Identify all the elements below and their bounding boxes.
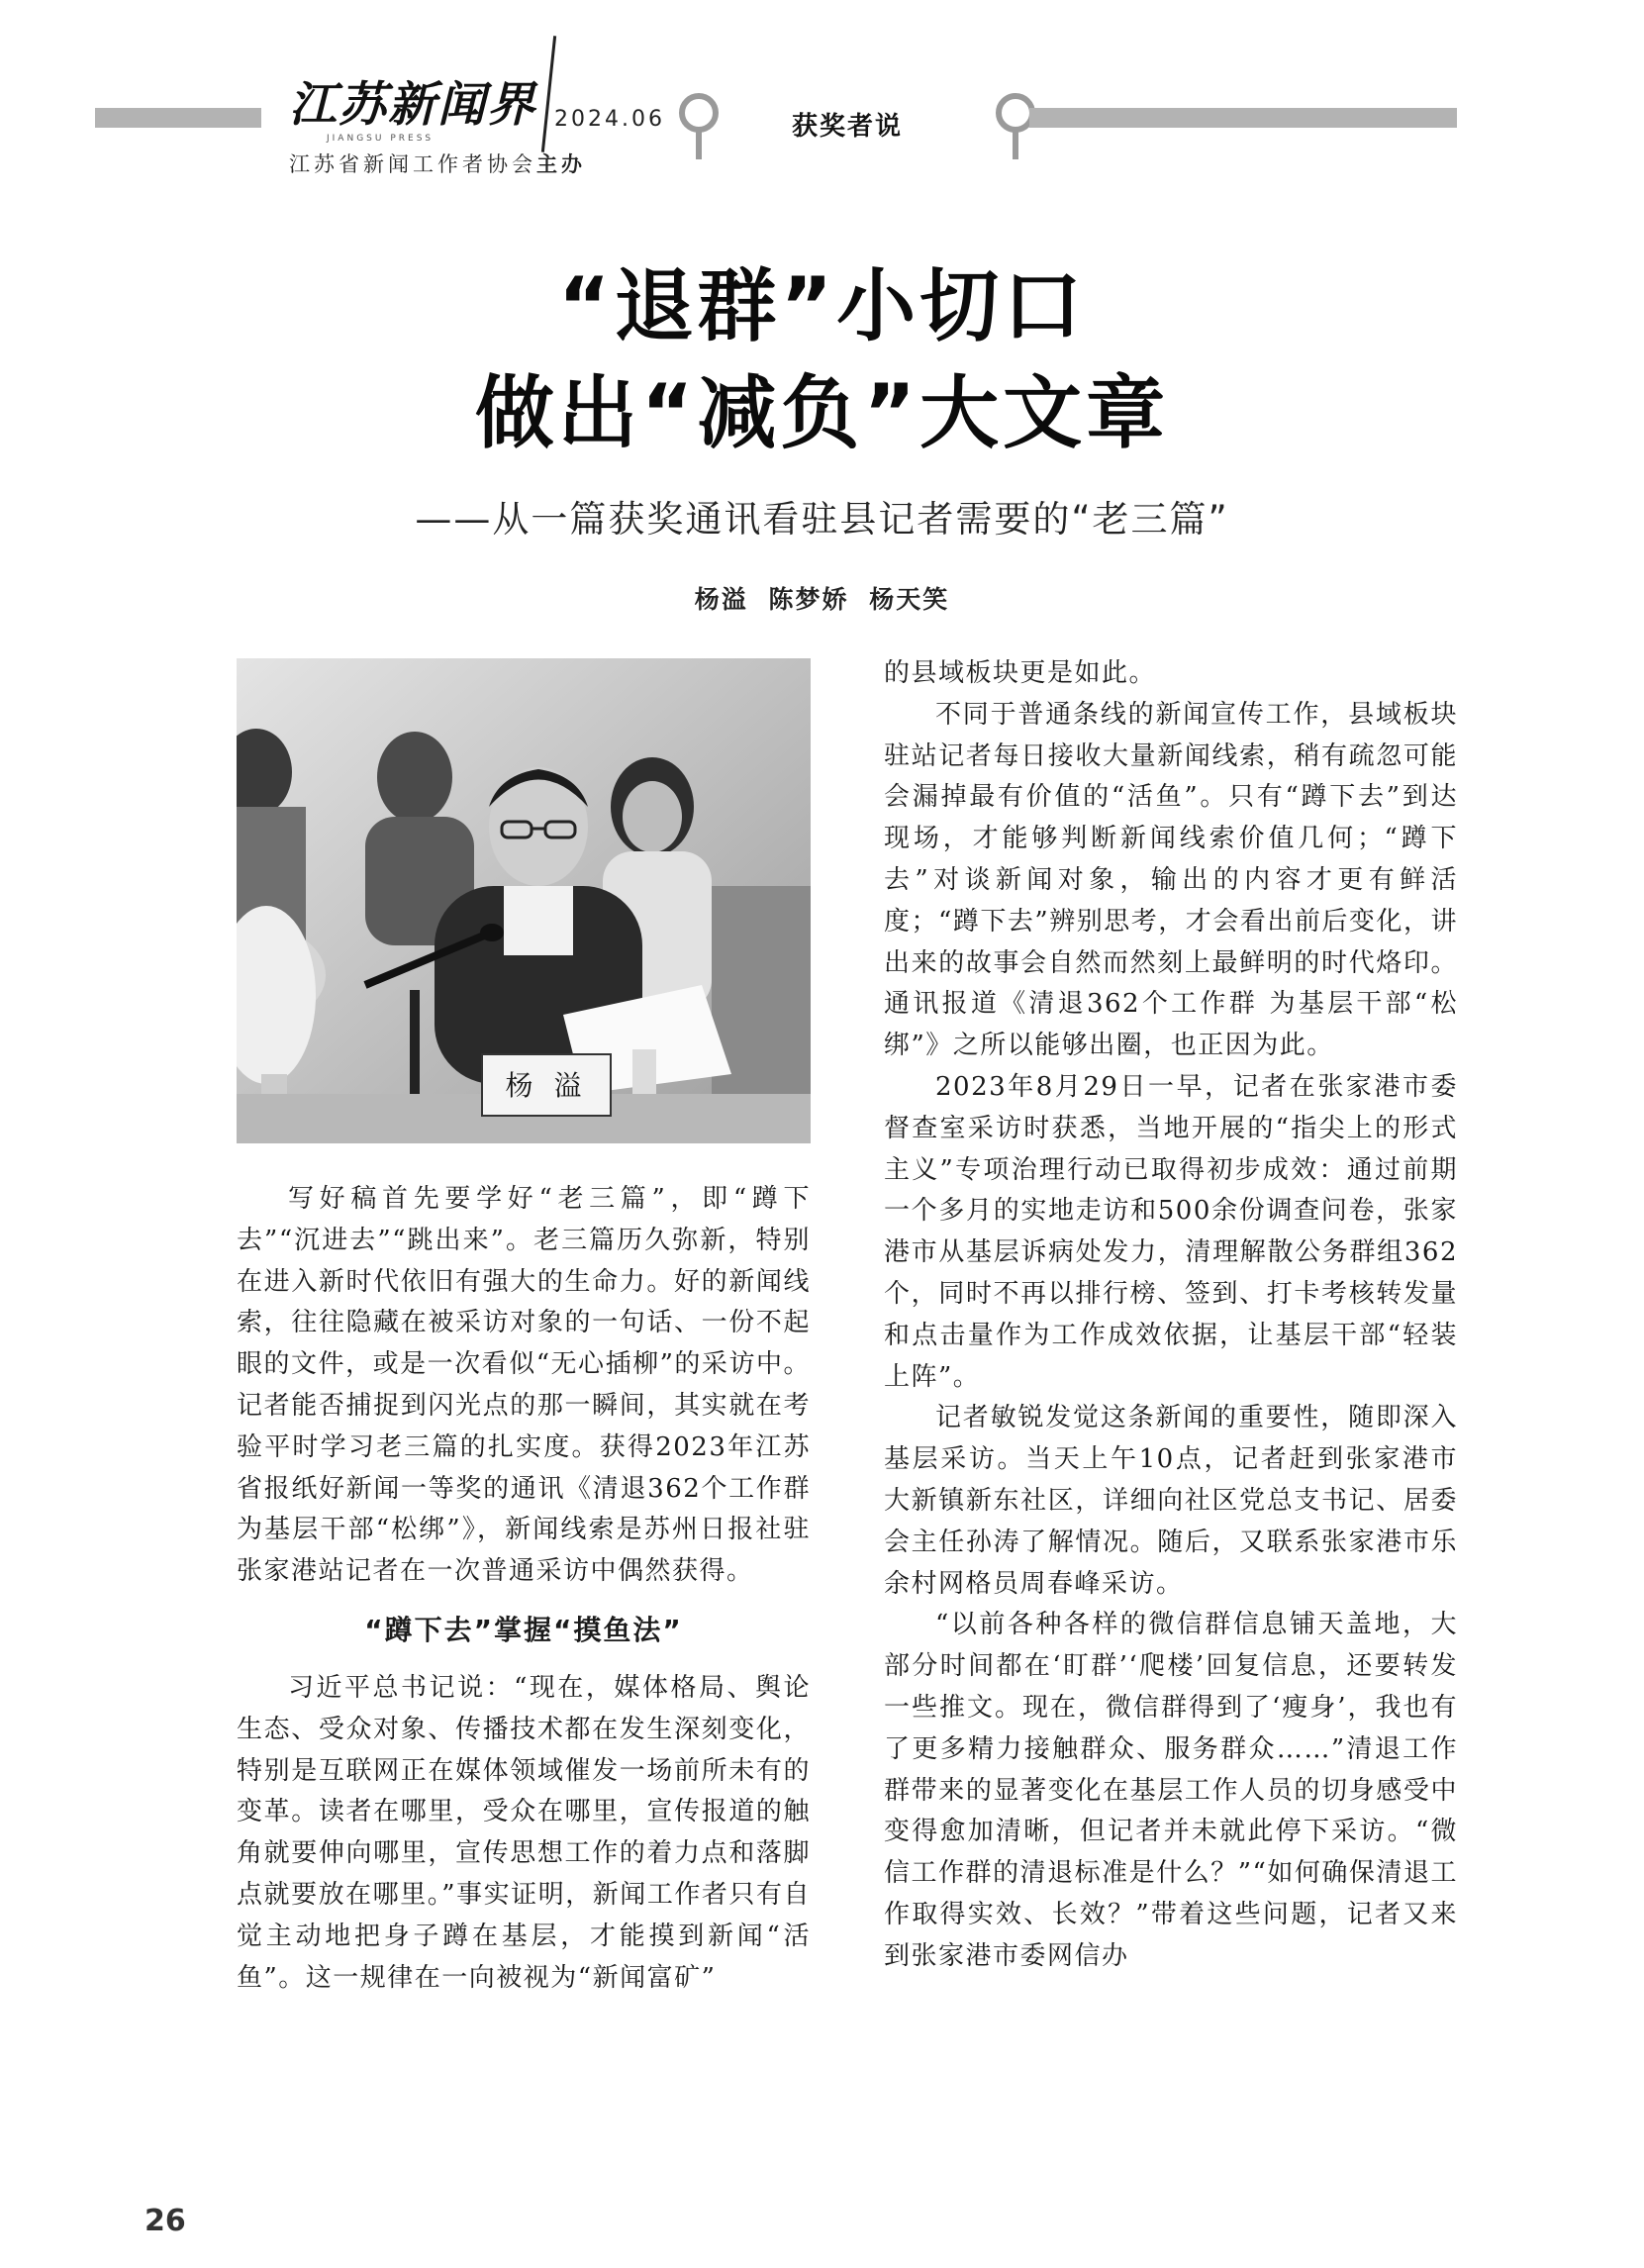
right-paragraph-4: “以前各种各样的微信群信息铺天盖地，大部分时间都在‘盯群’‘爬楼’回复信息，还要转发一些推文。现在，微信群得到了‘瘦身’，我也有了更多精力接触群众、服务群众……”清退工作群带来的显著变化在基层工作人员的切身感受中变得愈加清晰，但记者并未就此停下采访。“微信工作群的清退标准是什么？”“如何确保清退工作取得实效、长效？”带着这些问题，记者又来到张家港市委网信办 — [884, 1610, 1458, 1971]
right-column — [884, 653, 1458, 1978]
left-column — [237, 1179, 811, 1999]
sponsor-suffix: 主办 — [536, 152, 586, 176]
right-paragraph-2: 2023年8月29日一早，记者在张家港市委督查室采访时获悉，当地开展的“指尖上的形式主义”专项治理行动已取得初步成效：通过前期一个多月的实地走访和500余份调查问卷，张家港市从基层诉病处发力，清理解散公务群组362个，同时不再以排行榜、签到、打卡考核转发量和点击量作为工作成效依据，让基层干部“轻装上阵”。 — [884, 1071, 1458, 1392]
header-divider — [541, 36, 556, 152]
right-paragraph-1: 不同于普通条线的新闻宣传工作，县域板块驻站记者每日接收大量新闻线索，稍有疏忽可能会漏掉最有价值的“活鱼”。只有“蹲下去”到达现场，才能够判断新闻线索价值几何；“蹲下去”对谈新闻对象，输出的内容才更有鲜活度；“蹲下去”辨别思考，才会看出前后变化，讲出来的故事会自然而然刻上最鲜明的时代烙印。通讯报道《清退362个工作群 为基层干部“松绑”》之所以能够出圈，也正因为此。 — [884, 699, 1458, 1061]
name-plate-text: 杨 溢 — [505, 1069, 588, 1102]
article-authors: 杨溢 陈梦娇 杨天笑 — [694, 585, 950, 614]
article-subtitle: ——从一篇获奖通讯看驻县记者需要的“老三篇” — [415, 498, 1229, 541]
section-tag: 获奖者说 — [792, 112, 904, 142]
article-photo — [237, 658, 811, 1143]
article-title-line1: “退群”小切口 — [557, 260, 1087, 352]
right-paragraph-3: 记者敏锐发觉这条新闻的重要性，随即深入基层采访。当天上午10点，记者赶到张家港市大新镇新东社区，详细向社区党总支书记、居委会主任孙涛了解情况。随后，又联系张家港市乐余村网格员周春峰采访。 — [884, 1403, 1458, 1599]
issue-date: 2024.06 — [554, 107, 665, 132]
page-number: 26 — [145, 2204, 186, 2238]
sponsor-prefix: 江苏省新闻工作者协会 — [289, 152, 536, 176]
header-bar-left — [95, 108, 261, 128]
pin-icon-left — [679, 93, 719, 133]
left-paragraph-2: 习近平总书记说：“现在，媒体格局、舆论生态、受众对象、传播技术都在发生深刻变化，特别是互联网正在媒体领域催发一场前所未有的变革。读者在哪里，受众在哪里，宣传报道的触角就要伸向哪里，宣传思想工作的着力点和落脚点就要放在哪里。”事实证明，新闻工作者只有自觉主动地把身子蹲在基层，才能摸到新闻“活鱼”。这一规律在一向被视为“新闻富矿” — [237, 1672, 811, 1993]
section-heading: “蹲下去”掌握“摸鱼法” — [364, 1613, 683, 1646]
left-paragraph-1: 写好稿首先要学好“老三篇”，即“蹲下去”“沉进去”“跳出来”。老三篇历久弥新，特别在进入新时代依旧有强大的生命力。好的新闻线索，往往隐藏在被采访对象的一句话、一份不起眼的文件，或是一次看似“无心插柳”的采访中。记者能否捕捉到闪光点的那一瞬间，其实就在考验平时学习老三篇的扎实度。获得2023年江苏省报纸好新闻一等奖的通讯《清退362个工作群 为基层干部“松绑”》，新闻线索是苏州日报社驻张家港站记者在一次普通采访中偶然获得。 — [237, 1184, 811, 1587]
magazine-logo-en: JIANGSU PRESS — [327, 134, 435, 144]
sponsor-line — [289, 148, 586, 178]
article-title-line2: 做出“减负”大文章 — [474, 367, 1170, 459]
header-bar-right — [1029, 108, 1457, 128]
magazine-logo: 江苏新闻界 — [289, 77, 537, 133]
right-continuation: 的县域板块更是如此。 — [884, 658, 1157, 688]
